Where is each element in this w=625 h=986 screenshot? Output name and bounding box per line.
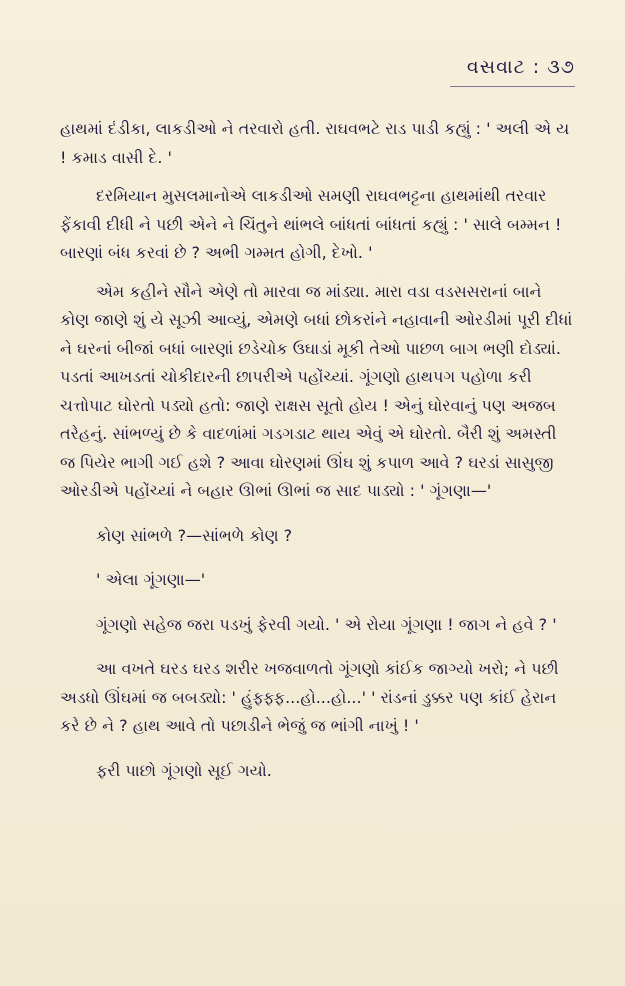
paragraph-1: હાથમાં દંડીકા, લાકડીઓ ને તરવારો હતી. રાઘવભટે રાડ પાડી કહ્યું : ' અલી એ ય ! કમાડ વાસી દે. ' (60, 119, 570, 167)
running-header: વસવાટ : ૩૭ (466, 56, 575, 78)
paragraph-4: કોણ સાંભળે ?—સાંભળે કોણ ? (96, 525, 293, 545)
paragraph-5: ' એલા ગૂંગણા—' (96, 570, 206, 589)
paragraph-3: એમ કહીને સૌને એણે તો મારવા જ માંડ્યા. મારા વડા વડસસરાનાં બાને કોણ જાણે શું યે સૂઝી આવ્યું, એમણે બધાં છોકરાંને નહાવાની ઓરડીમાં પૂરી દીધાં ને ઘરનાં બીજાં બધાં બારણાં છડેચોક ઉઘાડાં મૂકી તેઓ પાછળ બાગ ભણી દોડ્યાં. પડતાં આખડતાં ચોકીદારની છાપરીએ પહોંચ્યાં. ગૂંગણો હાથપગ પહોળા કરી ચત્તોપાટ ઘોરતો પડ્યો હતો: જાણે રાક્ષસ સૂતો હોય ! એનું ઘોરવાનું પણ અજબ તરેહનું. સાંભળ્યું છે કે વાદળાંમાં ગડગડાટ થાય એવું એ ઘોરતો. બૈરી શું અમસ્તી જ પિયેર ભાગી ગઈ હશે ? આવા ઘોરણમાં ઊંઘ શું કપાળ આવે ? ઘરડાં સાસુજી ઓરડીએ પહોંચ્યાં ને બહાર ઊભાં ઊભાં જ સાદ પાડ્યો : ' ગૂંગણા—' (60, 281, 573, 500)
paragraph-2: દરમિયાન મુસલમાનોએ લાકડીઓ સમણી રાઘવભટ્ટના હાથમાંથી તરવાર ફેંકાવી દીધી ને પછી એને ને ચિંતુને થાંભલે બાંધતાં બાંધતાં કહ્યું : ' સાલે બમ્મન ! બારણાં બંધ કરવાં છે ? અભી ગમ્મત હોગી, દેખો. ' (60, 186, 562, 262)
paragraph-6: ગૂંગણો સહેજ જરા પડખું ફેરવી ગયો. ' એ રોયા ગૂંગણા ! જાગ ને હવે ? ' (96, 614, 557, 634)
body-text (60, 115, 575, 785)
header-rule (450, 86, 575, 87)
paragraph-7: આ વખતે ઘરડ ઘરડ શરીર ખજવાળતો ગૂંગણો કાંઈક જાગ્યો ખરો; ને પછી અડધો ઊંઘમાં જ બબડ્યો: ' હુંફ્ફ્ફ...હો...હો...' ' રાંડનાં ડુક્કર પણ કાંઈ હેરાન કરે છે ને ? હાથ આવે તો પછાડીને ભેજું જ ભાંગી નાખું ! ' (60, 659, 559, 735)
paragraph-8: ફરી પાછો ગૂંગણો સૂઈ ગયો. (96, 760, 272, 780)
